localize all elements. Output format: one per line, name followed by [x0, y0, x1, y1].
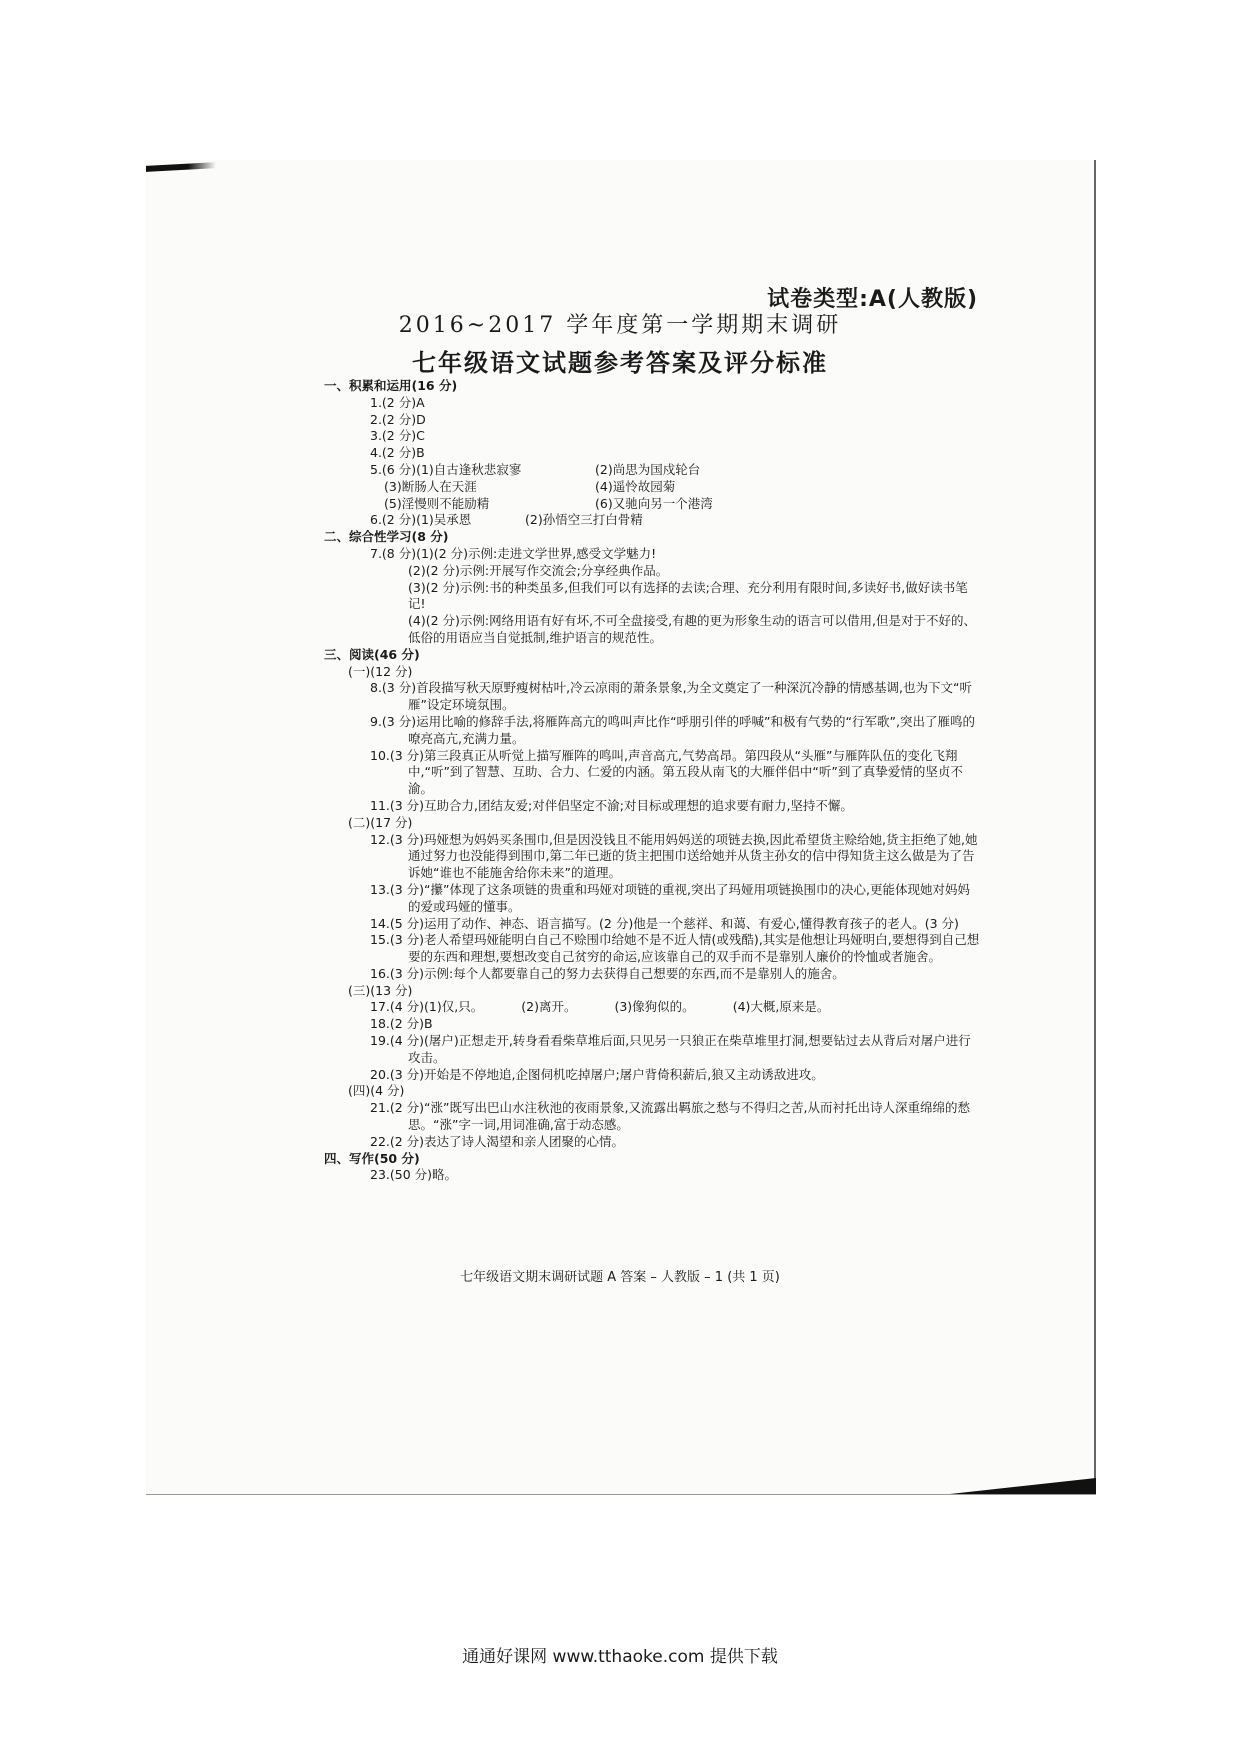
answer-row: [370, 462, 980, 479]
answer-item: (3)像狗似的。: [614, 999, 695, 1015]
answer-row: [370, 479, 980, 496]
answer-item: (2)离开。: [521, 999, 577, 1015]
answer-item: (2)尚思为国戍轮台: [595, 461, 701, 477]
passage-heading: (二)(17 分): [348, 814, 413, 830]
exam-title-year: 2016~2017 学年度第一学期期末调研: [398, 313, 842, 338]
answer-item: (4)大概,原来是。: [732, 999, 830, 1015]
section-heading: 二、综合性学习(8 分): [324, 529, 449, 545]
answer-item: (4)遥怜故园菊: [595, 478, 676, 494]
answer-content: [324, 378, 980, 1184]
answer-item: 16.(3 分)示例:每个人都要靠自己的努力去获得自己想要的东西,而不是靠别人的施舍。: [370, 965, 845, 981]
answer-item: 23.(50 分)略。: [370, 1167, 458, 1183]
answer-item: (3)(2 分)示例:书的种类虽多,但我们可以有选择的去读;合理、充分利用有限时间,多读好书,做好读书笔记!: [408, 579, 968, 612]
answer-item: 1.(2 分)A: [370, 394, 425, 410]
scan-edge-bottom: [146, 1494, 1096, 1495]
answer-item: 14.(5 分)运用了动作、神态、语言描写。(2 分)他是一个慈祥、和蔼、有爱心,懂得教育孩子的老人。(3 分): [370, 915, 959, 931]
answer-row: [370, 512, 980, 529]
section-heading: 四、写作(50 分): [324, 1150, 420, 1166]
answer-item: 13.(3 分)“攥”体现了这条项链的贵重和玛娅对项链的重视,突出了玛娅用项链换围巾的决心,更能体现她对妈妈的爱或玛娅的懂事。: [370, 881, 970, 914]
answer-item: 20.(3 分)开始是不停地追,企图伺机吃掉屠户;屠户背倚积薪后,狼又主动诱敌进攻。: [370, 1066, 824, 1082]
page-footer: 七年级语文期末调研试题 A 答案 – 人教版 – 1 (共 1 页): [460, 1270, 780, 1285]
answer-item: 18.(2 分)B: [370, 1016, 433, 1032]
passage-heading: (四)(4 分): [348, 1083, 405, 1099]
answer-row: [370, 496, 980, 513]
answer-item: (2)孙悟空三打白骨精: [525, 512, 643, 528]
passage-heading: (三)(13 分): [348, 982, 413, 998]
answer-item: (5)淫慢则不能励精: [384, 495, 490, 511]
answer-item: 3.(2 分)C: [370, 428, 425, 444]
exam-title-main: 七年级语文试题参考答案及评分标准: [412, 349, 828, 377]
answer-item: (6)又驰向另一个港湾: [595, 495, 713, 511]
answer-item: 2.(2 分)D: [370, 411, 426, 427]
answer-item: 7.(8 分)(1)(2 分)示例:走进文学世界,感受文学魅力!: [370, 545, 657, 561]
section-heading: 一、积累和运用(16 分): [324, 378, 458, 393]
answer-item: 8.(3 分)首段描写秋天原野瘦树枯叶,冷云凉雨的萧条景象,为全文奠定了一种深沉冷静的情感基调,也为下文“听雁”设定环境氛围。: [370, 680, 973, 713]
answer-item: 4.(2 分)B: [370, 445, 425, 461]
answer-item: 21.(2 分)“涨”既写出巴山水注秋池的夜雨景象,又流露出羁旅之愁与不得归之苦,从而衬托出诗人深重绵绵的愁思。“涨”字一词,用词准确,富于动态感。: [370, 1100, 970, 1133]
answer-item: 6.(2 分)(1)吴承恩: [370, 512, 472, 528]
answer-item: 15.(3 分)老人希望玛娅能明白自己不赊围巾给她不是不近人情(或残酷),其实是他想让玛娅明白,要想得到自己想要的东西和理想,要想改变自己贫穷的命运,应该靠自己的双手而不是靠别人廉价的怜恤或者施舍。: [370, 932, 980, 965]
answer-item: 9.(3 分)运用比喻的修辞手法,将雁阵高亢的鸣叫声比作“呼朋引伴的呼喊”和极有气势的“行军歌”,突出了雁鸣的嘹亮高亢,充满力量。: [370, 713, 975, 746]
answer-item: (3)断肠人在天涯: [384, 478, 477, 494]
passage-heading: (一)(12 分): [348, 663, 413, 679]
answer-item: 19.(4 分)(屠户)正想走开,转身看看柴草堆后面,只见另一只狼正在柴草堆里打洞,想要钻过去从背后对屠户进行攻击。: [370, 1033, 971, 1065]
answer-item: 12.(3 分)玛娅想为妈妈买条围巾,但是因没钱且不能用妈妈送的项链去换,因此希望货主赊给她,货主拒绝了她,她通过努力也没能得到围巾,第二年已逝的货主把围巾送给她并从货主孙女的信中得知货主这么做是为了告诉她“谁也不能施舍给你未来”的道理。: [370, 831, 978, 881]
answer-item: 5.(6 分)(1)自古逢秋悲寂寥: [370, 461, 522, 477]
download-credit: 通通好课网 www.tthaoke.com 提供下载: [462, 1647, 778, 1667]
answer-item: 22.(2 分)表达了诗人渴望和亲人团聚的心情。: [370, 1133, 625, 1149]
answer-item: 17.(4 分)(1)仅,只。: [370, 999, 484, 1015]
answer-row: [370, 999, 980, 1016]
answer-item: (4)(2 分)示例:网络用语有好有坏,不可全盘接受,有趣的更为形象生动的语言可以借用,但是对于不好的、低俗的用语应当自觉抵制,维护语言的规范性。: [408, 613, 977, 645]
answer-item: 10.(3 分)第三段真正从听觉上描写雁阵的鸣叫,声音高亢,气势高昂。第四段从“头雁”与雁阵队伍的变化飞翔中,“听”到了智慧、互助、合力、仁爱的内涵。第五段从南飞的大雁伴侣中“听”到了真挚爱情的坚贞不渝。: [370, 747, 963, 797]
section-heading: 三、阅读(46 分): [324, 646, 420, 662]
paper-type-label: 试卷类型:A(人教版): [767, 287, 978, 312]
answer-item: 11.(3 分)互助合力,团结友爱;对伴侣坚定不渝;对目标或理想的追求要有耐力,坚持不懈。: [370, 797, 853, 813]
answer-item: (2)(2 分)示例:开展写作交流会;分享经典作品。: [408, 562, 669, 578]
